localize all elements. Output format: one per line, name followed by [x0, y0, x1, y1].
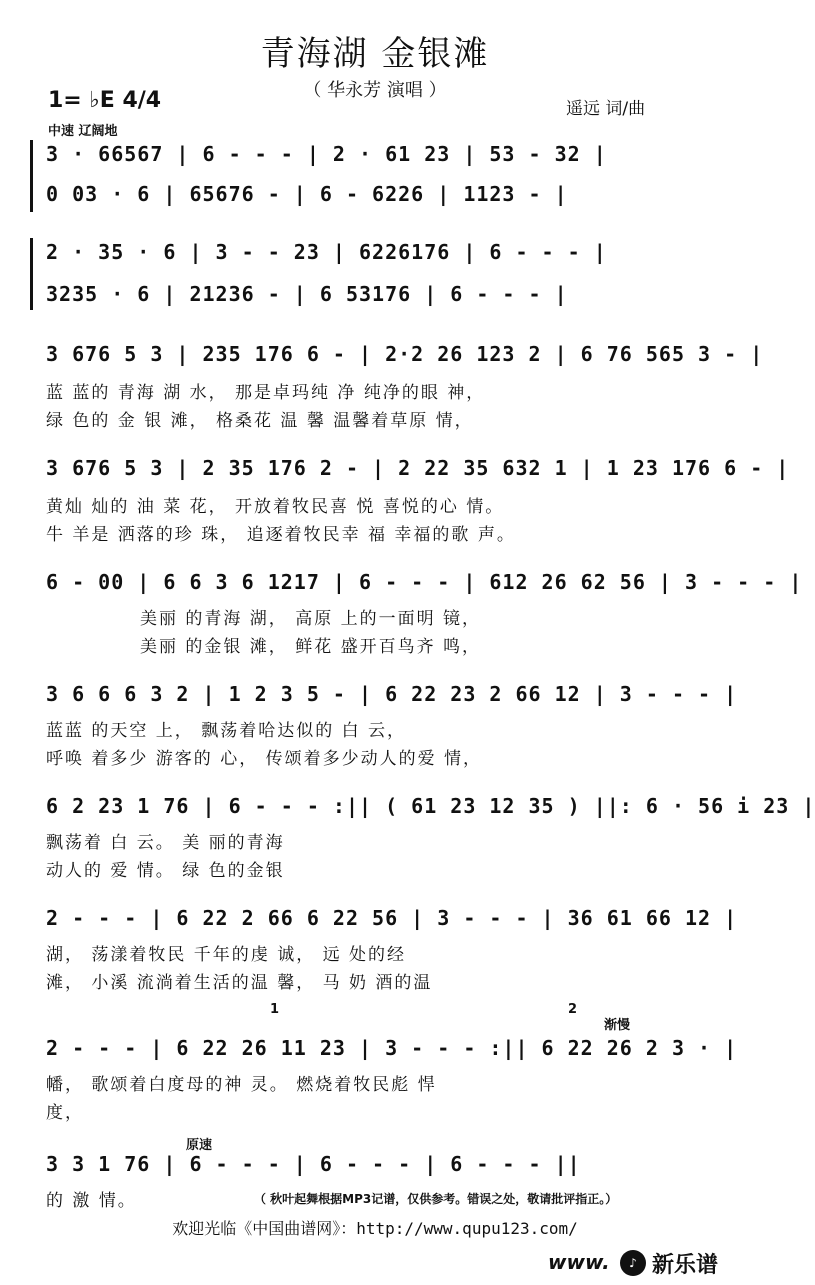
site-logo — [620, 1246, 740, 1280]
score-row: 6 2 23 1 76 | 6 - - - :|| ( 61 23 12 35 ) ||: 6 · 56 i 23 | — [46, 794, 815, 818]
lyric-line: 牛 羊是 洒落的珍 珠， 追逐着牧民幸 福 幸福的歌 声。 — [46, 525, 516, 545]
lyric-line: 绿 色的 金 银 滩， 格桑花 温 馨 温馨着草原 情， — [46, 411, 474, 431]
lyric-line: 度， — [46, 1103, 84, 1123]
key-signature: 1= ♭E 4/4 — [48, 88, 162, 113]
lyric-line: 美丽 的青海 湖， 高原 上的一面明 镜， — [140, 609, 482, 629]
lyric-line: 蓝 蓝的 青海 湖 水， 那是卓玛纯 净 纯净的眼 神， — [46, 383, 486, 403]
site-welcome: 欢迎光临《中国曲谱网》：http://www.qupu123.com/ — [172, 1219, 578, 1238]
score-row: 2 - - - | 6 22 26 11 23 | 3 - - - :|| 6 22 26 2 3 · | — [46, 1036, 738, 1060]
score-row: 2 · 35 · 6 | 3 - - 23 | 6226176 | 6 - - - | — [46, 240, 607, 264]
volta-1: 1 — [270, 1002, 280, 1017]
lyric-line: 幡， 歌颂着白度母的神 灵。 燃烧着牧民彪 悍 — [46, 1075, 437, 1095]
transcription-note: （ 秋叶起舞根据MP3记谱，仅供参考。错误之处，敬请批评指正。） — [254, 1192, 618, 1206]
system-brace — [30, 140, 39, 212]
lyric-line: 滩， 小溪 流淌着生活的温 馨， 马 奶 酒的温 — [46, 973, 433, 993]
score-row: 6 - 00 | 6 6 3 6 1217 | 6 - - - | 612 26 62 56 | 3 - - - | — [46, 570, 803, 594]
score-row: 0 03 · 6 | 65676 - | 6 - 6226 | 1123 - | — [46, 182, 568, 206]
lyric-line: 的 激 情。 — [46, 1191, 137, 1211]
system-brace — [30, 238, 39, 310]
lyric-line: 呼唤 着多少 游客的 心， 传颂着多少动人的爱 情， — [46, 749, 483, 769]
song-subtitle: （ 华永芳 演唱 ） — [303, 80, 447, 101]
site-watermark: www. — [548, 1250, 610, 1274]
logo-text: 新乐谱 — [652, 1252, 719, 1278]
tempo-slowing: 渐慢 — [604, 1018, 631, 1033]
tempo-original: 原速 — [186, 1138, 213, 1153]
lyric-line: 黄灿 灿的 油 菜 花， 开放着牧民喜 悦 喜悦的心 情。 — [46, 497, 505, 517]
volta-2: 2 — [568, 1002, 578, 1017]
author-credit: 遥远 词/曲 — [566, 99, 646, 119]
score-row: 3 · 66567 | 6 - - - | 2 · 61 23 | 53 - 32 | — [46, 142, 607, 166]
lyric-line: 美丽 的金银 滩， 鲜花 盛开百鸟齐 鸣， — [140, 637, 482, 657]
lyric-line: 湖， 荡漾着牧民 千年的虔 诚， 远 处的经 — [46, 945, 407, 965]
lyric-line: 飘荡着 白 云。 美 丽的青海 — [46, 833, 285, 853]
score-row: 3235 · 6 | 21236 - | 6 53176 | 6 - - - | — [46, 282, 568, 306]
lyric-line: 动人的 爱 情。 绿 色的金银 — [46, 861, 285, 881]
score-row: 3 676 5 3 | 235 176 6 - | 2·2 26 123 2 | 6 76 565 3 - | — [46, 342, 764, 366]
lyric-line: 蓝蓝 的天空 上， 飘荡着哈达似的 白 云， — [46, 721, 407, 741]
score-row: 3 6 6 6 3 2 | 1 2 3 5 - | 6 22 23 2 66 12 | 3 - - - | — [46, 682, 738, 706]
score-row: 3 676 5 3 | 2 35 176 2 - | 2 22 35 632 1 | 1 23 176 6 - | — [46, 456, 790, 480]
score-row: 2 - - - | 6 22 2 66 6 22 56 | 3 - - - | 36 61 66 12 | — [46, 906, 738, 930]
tempo-marking: 中速 辽阔地 — [48, 124, 118, 139]
score-row: 3 3 1 76 | 6 - - - | 6 - - - | 6 - - - || — [46, 1152, 581, 1176]
music-note-icon: ♪ — [620, 1250, 646, 1276]
song-title: 青海湖 金银滩 — [260, 34, 490, 74]
